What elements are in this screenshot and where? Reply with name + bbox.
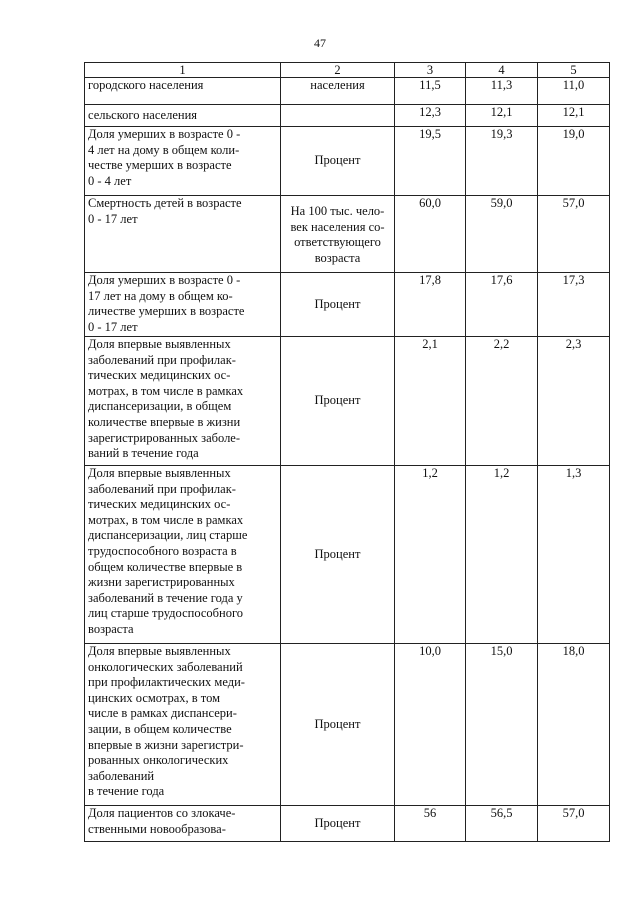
indicator-name-cell: Доля впервые выявленных заболеваний при профилак- тических медицинских ос- мотрах, в том числе в рамках диспансеризации, лиц старше трудоспособного возраста в общем количестве впервые в жизни зарегистрированных заболеваний в течение года у лиц старше трудоспособного возраста [85, 466, 281, 644]
table-row [85, 273, 610, 337]
value-cell [538, 273, 610, 337]
value-cell [538, 644, 610, 806]
value-cell [466, 273, 538, 337]
value-cell [538, 105, 610, 127]
value-text: 17,6 [490, 273, 513, 287]
value-cell [466, 644, 538, 806]
value-cell [466, 105, 538, 127]
unit-cell: Процент [281, 466, 395, 644]
unit-cell: Процент [281, 806, 395, 842]
value-cell [395, 337, 466, 466]
column-header: 2 [281, 63, 395, 78]
value-cell [538, 196, 610, 273]
value-cell [395, 466, 466, 644]
value-cell [538, 466, 610, 644]
value-text: 11,5 [419, 78, 441, 92]
table-row [85, 105, 610, 127]
table-row [85, 127, 610, 196]
unit-cell [281, 105, 395, 127]
value-text: 11,0 [562, 78, 585, 92]
unit-cell: Процент [281, 127, 395, 196]
value-cell [395, 105, 466, 127]
value-cell [538, 806, 610, 842]
value-text: 18,0 [562, 644, 585, 658]
value-text: 10,0 [419, 644, 441, 658]
value-cell [395, 273, 466, 337]
value-cell [466, 78, 538, 105]
value-cell [395, 196, 466, 273]
value-text: 11,3 [490, 78, 513, 92]
value-cell [466, 337, 538, 466]
value-text: 1,2 [493, 466, 510, 480]
unit-cell: На 100 тыс. чело- век населения со- ответствующего возраста [281, 196, 395, 273]
table-row [85, 337, 610, 466]
value-text: 2,3 [565, 337, 582, 351]
column-header: 3 [395, 63, 466, 78]
unit-cell: населения [281, 78, 395, 105]
value-text: 56 [423, 806, 437, 820]
value-text: 12,1 [562, 105, 585, 119]
value-text: 2,1 [422, 337, 438, 351]
unit-cell: Процент [281, 644, 395, 806]
value-cell [466, 466, 538, 644]
indicator-name-cell: сельского населения [85, 105, 281, 127]
table-header-row [85, 63, 610, 78]
value-text: 56,5 [490, 806, 513, 820]
page-number: 47 [314, 36, 326, 50]
column-header: 5 [538, 63, 610, 78]
indicators-table [84, 62, 610, 842]
table-row [85, 466, 610, 644]
indicator-name-cell: Доля умерших в возрасте 0 - 4 лет на дому в общем коли- честве умерших в возрасте 0 - 4 лет [85, 127, 281, 196]
value-text: 19,0 [562, 127, 585, 141]
indicator-name-cell: Доля впервые выявленных онкологических заболеваний при профилактических меди- цинских осмотрах, в том числе в рамках диспансери- зации, в общем количестве впервые в жизни зарегистри- рованных онкологических заболеваний в течение года [85, 644, 281, 806]
value-text: 12,1 [490, 105, 513, 119]
value-cell [395, 127, 466, 196]
value-text: 15,0 [490, 644, 513, 658]
value-cell [466, 127, 538, 196]
table-row [85, 78, 610, 105]
value-cell [538, 127, 610, 196]
indicator-name-cell: Доля впервые выявленных заболеваний при профилак- тических медицинских ос- мотрах, в том числе в рамках диспансеризации, в общем количестве впервые в жизни зарегистрированных заболе- ваний в течение года [85, 337, 281, 466]
value-cell [466, 806, 538, 842]
value-text: 60,0 [419, 196, 441, 210]
value-cell [466, 196, 538, 273]
value-text: 57,0 [562, 196, 585, 210]
value-text: 17,3 [562, 273, 585, 287]
value-cell [395, 644, 466, 806]
value-text: 17,8 [419, 273, 441, 287]
value-text: 19,3 [490, 127, 513, 141]
value-text: 57,0 [562, 806, 585, 820]
table-row [85, 806, 610, 842]
column-header: 1 [85, 63, 281, 78]
unit-cell: Процент [281, 273, 395, 337]
value-text: 19,5 [419, 127, 441, 141]
value-text: 1,2 [422, 466, 438, 480]
value-cell [395, 78, 466, 105]
indicator-name-cell: Доля пациентов со злокаче- ственными новообразова- [85, 806, 281, 842]
column-header: 4 [466, 63, 538, 78]
value-text: 12,3 [419, 105, 441, 119]
table-row [85, 644, 610, 806]
indicator-name-cell: Смертность детей в возрасте 0 - 17 лет [85, 196, 281, 273]
indicator-name-cell: Доля умерших в возрасте 0 - 17 лет на дому в общем ко- личестве умерших в возрасте 0 - 17 лет [85, 273, 281, 337]
value-cell [395, 806, 466, 842]
unit-cell: Процент [281, 337, 395, 466]
indicator-name-cell: городского населения [85, 78, 281, 105]
value-text: 59,0 [490, 196, 513, 210]
value-cell [538, 78, 610, 105]
value-text: 2,2 [493, 337, 510, 351]
value-cell [538, 337, 610, 466]
table-row [85, 196, 610, 273]
value-text: 1,3 [565, 466, 582, 480]
